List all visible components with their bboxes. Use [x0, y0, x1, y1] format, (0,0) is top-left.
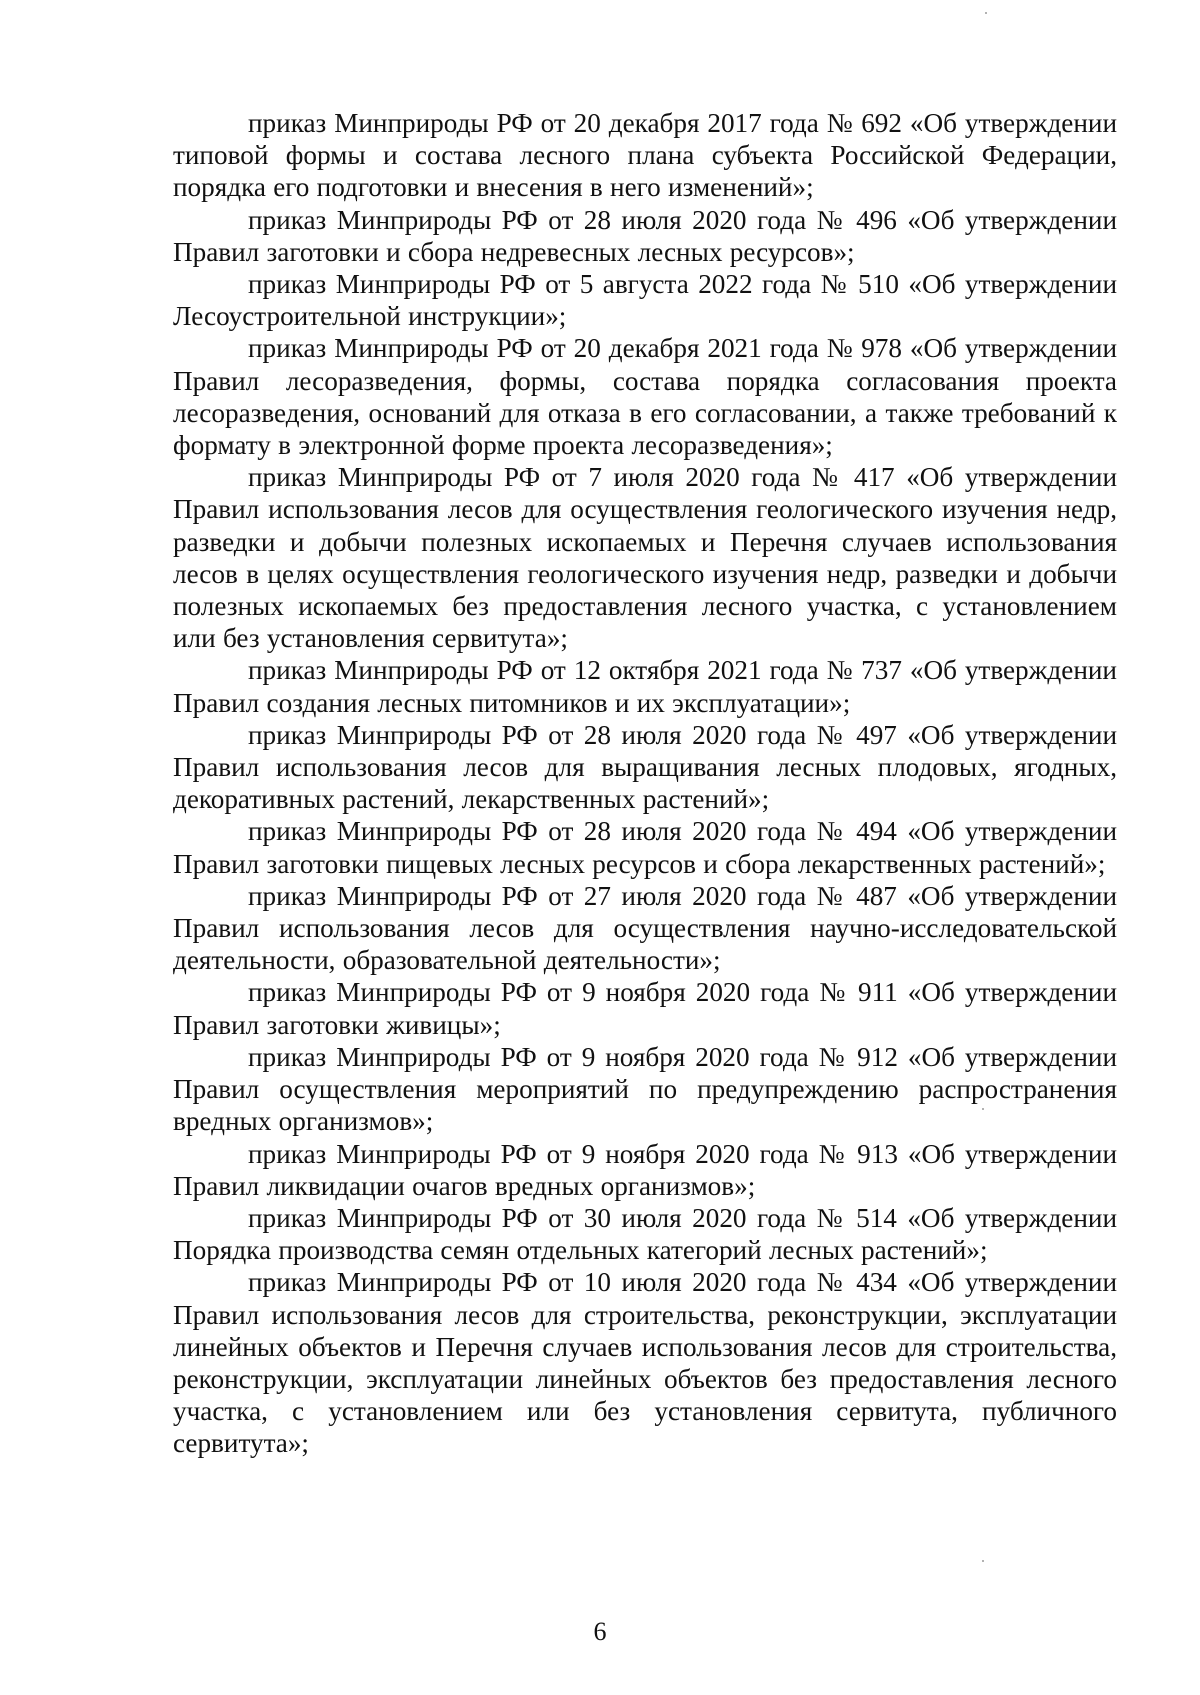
order-paragraph: приказ Минприроды РФ от 9 ноября 2020 года № 911 «Об утверждении Правил заготовки живицы»;	[173, 977, 1117, 1040]
order-paragraph: приказ Минприроды РФ от 20 декабря 2021 года № 978 «Об утверждении Правил лесоразведения, формы, состава порядка согласования проекта лесоразведения, оснований для отказа в его согласовании, а также требований к формату в электронной форме проекта лесоразведения»;	[173, 333, 1117, 461]
scan-speck	[982, 1108, 984, 1110]
order-paragraph: приказ Минприроды РФ от 28 июля 2020 года № 494 «Об утверждении Правил заготовки пищевых лесных ресурсов и сбора лекарственных растений»;	[173, 816, 1117, 879]
order-paragraph: приказ Минприроды РФ от 9 ноября 2020 года № 912 «Об утверждении Правил осуществления мероприятий по предупреждению распространения вредных организмов»;	[173, 1041, 1117, 1137]
scan-speck	[985, 12, 987, 14]
scan-speck	[982, 1560, 984, 1562]
order-paragraph: приказ Минприроды РФ от 20 декабря 2017 года № 692 «Об утверждении типовой формы и состава лесного плана субъекта Российской Федерации, порядка его подготовки и внесения в него изменений»;	[173, 108, 1117, 203]
page-number: 6	[593, 1617, 607, 1646]
order-paragraph: приказ Минприроды РФ от 12 октября 2021 года № 737 «Об утверждении Правил создания лесных питомников и их эксплуатации»;	[173, 655, 1117, 718]
order-paragraph: приказ Минприроды РФ от 30 июля 2020 года № 514 «Об утверждении Порядка производства семян отдельных категорий лесных растений»;	[173, 1202, 1117, 1266]
order-paragraph: приказ Минприроды РФ от 27 июля 2020 года № 487 «Об утверждении Правил использования лесов для осуществления научно-исследовательской деятельности, образовательной деятельности»;	[173, 880, 1117, 976]
order-paragraph: приказ Минприроды РФ от 28 июля 2020 года № 496 «Об утверждении Правил заготовки и сбора недревесных лесных ресурсов»;	[173, 204, 1117, 267]
order-paragraph: приказ Минприроды РФ от 7 июля 2020 года № 417 «Об утверждении Правил использования лесов для осуществления геологического изучения недр, разведки и добычи полезных ископаемых и Перечня случаев использования лесов в целях осуществления геологического изучения недр, разведки и добычи полезных ископаемых без предоставления лесного участка, с установлением или без установления сервитута»;	[173, 462, 1117, 654]
order-paragraph: приказ Минприроды РФ от 28 июля 2020 года № 497 «Об утверждении Правил использования лесов для выращивания лесных плодовых, ягодных, декоративных растений, лекарственных растений»;	[173, 719, 1117, 815]
order-paragraph: приказ Минприроды РФ от 5 августа 2022 года № 510 «Об утверждении Лесоустроительной инструкции»;	[173, 269, 1117, 332]
order-paragraph: приказ Минприроды РФ от 10 июля 2020 года № 434 «Об утверждении Правил использования лесов для строительства, реконструкции, эксплуатации линейных объектов и Перечня случаев использования лесов для строительства, реконструкции, эксплуатации линейных объектов без предоставления лесного участка, с установлением или без установления сервитута, публичного сервитута»;	[173, 1267, 1117, 1459]
document-body	[173, 107, 1117, 1460]
order-paragraph: приказ Минприроды РФ от 9 ноября 2020 года № 913 «Об утверждении Правил ликвидации очагов вредных организмов»;	[173, 1138, 1117, 1201]
